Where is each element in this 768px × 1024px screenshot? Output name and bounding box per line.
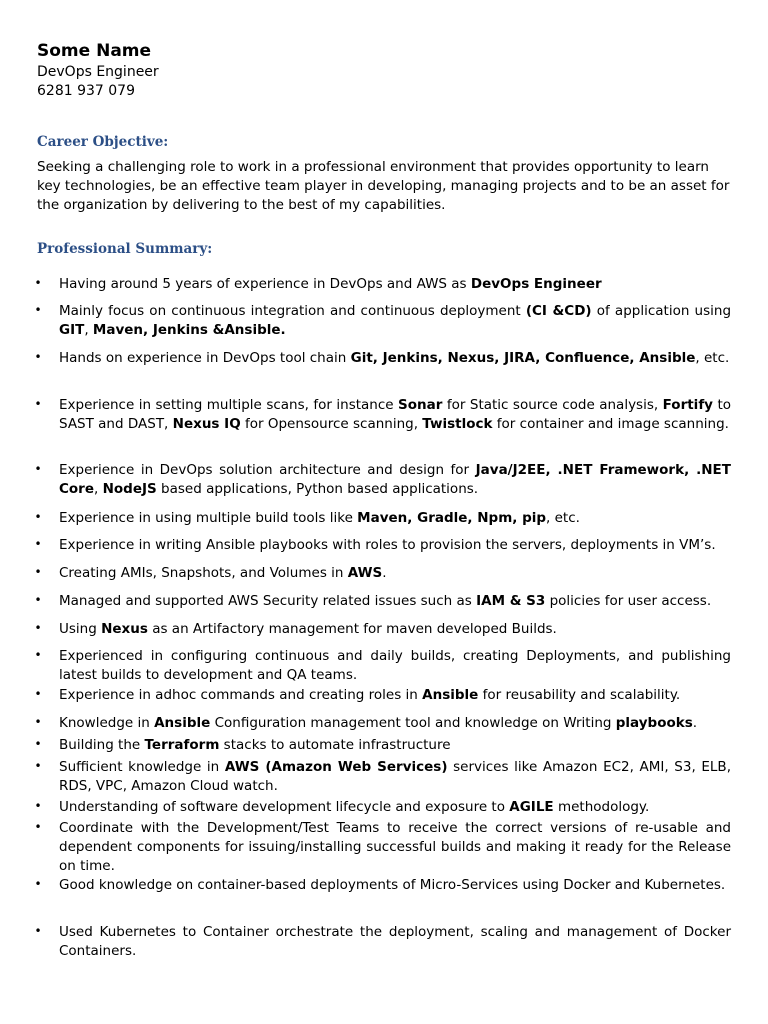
text-run: to SAST and DAST,: [59, 397, 732, 432]
summary-item-text: [59, 592, 731, 611]
bullet-icon: •: [34, 759, 42, 773]
bullet-icon: •: [34, 687, 42, 701]
bullet-icon: •: [34, 565, 42, 579]
bullet-icon: •: [34, 537, 42, 551]
bold-keyword: AWS: [347, 565, 383, 581]
bold-keyword: (CI &CD): [525, 303, 592, 319]
bullet-icon: •: [34, 350, 42, 364]
summary-item-text: [59, 302, 731, 340]
text-run: Mainly focus on continuous integration and continuous deployment: [59, 303, 526, 319]
text-run: based applications, Python based applications.: [156, 481, 479, 497]
text-run: Experience in adhoc commands and creating roles in: [59, 687, 423, 703]
bold-keyword: AWS (Amazon Web Services): [224, 759, 448, 775]
text-run: Experience in DevOps solution architecture and design for: [59, 462, 476, 478]
text-run: as an Artifactory management for maven developed Builds.: [147, 621, 557, 637]
bullet-icon: •: [34, 303, 42, 317]
text-run: Hands on experience in DevOps tool chain: [59, 350, 351, 366]
summary-item-text: [59, 819, 731, 876]
career-objective-heading: Career Objective:: [37, 134, 169, 150]
bold-keyword: DevOps Engineer: [470, 276, 602, 292]
bullet-icon: •: [34, 877, 42, 891]
bullet-icon: •: [34, 648, 42, 662]
text-run: Experience in writing Ansible playbooks with roles to provision the servers, deployments in VM’s.: [59, 537, 716, 553]
text-run: for container and image scanning.: [492, 416, 729, 432]
bold-keyword: Maven, Gradle, Npm, pip: [357, 510, 547, 526]
summary-item-text: [59, 758, 731, 796]
bold-keyword: playbooks: [615, 715, 693, 731]
text-run: methodology.: [553, 799, 650, 815]
text-run: Experienced in configuring continuous and daily builds, creating Deployments, and publishing latest builds to development and QA teams.: [59, 648, 731, 683]
summary-item-text: [59, 536, 731, 555]
bullet-icon: •: [34, 621, 42, 635]
text-run: Creating AMIs, Snapshots, and Volumes in: [59, 565, 348, 581]
text-run: Managed and supported AWS Security related issues such as: [59, 593, 477, 609]
bullet-icon: •: [34, 820, 42, 834]
summary-item-text: [59, 564, 731, 583]
text-run: services like Amazon EC2, AMI, S3, ELB, RDS, VPC, Amazon Cloud watch.: [59, 759, 731, 794]
summary-item-text: [59, 647, 731, 685]
bold-keyword: AGILE: [509, 799, 554, 815]
bold-keyword: Fortify: [662, 397, 713, 413]
summary-item-text: [59, 714, 731, 733]
bold-keyword: Terraform: [144, 737, 220, 753]
job-title: DevOps Engineer: [37, 64, 159, 80]
bold-keyword: Git, Jenkins, Nexus, JIRA, Confluence, Ansible: [350, 350, 696, 366]
summary-item-text: [59, 798, 731, 817]
bullet-icon: •: [34, 397, 42, 411]
text-run: Knowledge in: [59, 715, 155, 731]
candidate-name: Some Name: [37, 41, 152, 61]
summary-item-text: [59, 686, 731, 705]
bold-keyword: Twistlock: [422, 416, 493, 432]
summary-item-text: [59, 736, 731, 755]
text-run: .: [692, 715, 698, 731]
text-run: Having around 5 years of experience in DevOps and AWS as: [59, 276, 471, 292]
summary-item-text: [59, 396, 731, 434]
bold-keyword: Maven, Jenkins &Ansible.: [92, 322, 286, 338]
career-objective-text: Seeking a challenging role to work in a professional environment that provides opportunity to learn key technologies, be an effective team player in developing, managing projects and to be an asset for the organization by delivering to the best of my capabilities.: [37, 159, 730, 213]
summary-item-text: [59, 509, 731, 528]
summary-item-text: [59, 349, 731, 368]
summary-item-text: [59, 876, 731, 895]
text-run: ,: [94, 481, 103, 497]
text-run: Building the: [59, 737, 145, 753]
text-run: Sufficient knowledge in: [59, 759, 225, 775]
bold-keyword: Ansible: [154, 715, 211, 731]
text-run: Experience in setting multiple scans, for instance: [59, 397, 399, 413]
bold-keyword: NodeJS: [102, 481, 157, 497]
bullet-icon: •: [34, 924, 42, 938]
phone-number: 6281 937 079: [37, 83, 135, 99]
summary-item-text: [59, 923, 731, 961]
bullet-icon: •: [34, 276, 42, 290]
text-run: , etc.: [546, 510, 580, 526]
text-run: for Static source code analysis,: [442, 397, 663, 413]
bold-keyword: Ansible: [422, 687, 479, 703]
text-run: for Opensource scanning,: [240, 416, 423, 432]
bold-keyword: Java/J2EE, .NET Framework, .NET Core: [59, 462, 731, 497]
text-run: .: [382, 565, 387, 581]
professional-summary-heading: Professional Summary:: [37, 241, 213, 257]
summary-item-text: [59, 461, 731, 499]
bullet-icon: •: [34, 715, 42, 729]
text-run: Used Kubernetes to Container orchestrate the deployment, scaling and management of Docker Containers.: [59, 924, 731, 959]
text-run: of application using: [591, 303, 732, 319]
bullet-icon: •: [34, 593, 42, 607]
bullet-icon: •: [34, 737, 42, 751]
text-run: for reusability and scalability.: [478, 687, 681, 703]
bold-keyword: Sonar: [398, 397, 443, 413]
bold-keyword: IAM & S3: [476, 593, 546, 609]
text-run: policies for user access.: [545, 593, 712, 609]
summary-item-text: [59, 620, 731, 639]
text-run: stacks to automate infrastructure: [219, 737, 451, 753]
bold-keyword: Nexus IQ: [172, 416, 241, 432]
text-run: ,: [84, 322, 93, 338]
bullet-icon: •: [34, 510, 42, 524]
bullet-icon: •: [34, 462, 42, 476]
text-run: Configuration management tool and knowledge on Writing: [210, 715, 616, 731]
text-run: Using: [59, 621, 102, 637]
bold-keyword: GIT: [59, 322, 85, 338]
summary-item-text: [59, 275, 731, 294]
bullet-icon: •: [34, 799, 42, 813]
text-run: , etc.: [695, 350, 730, 366]
text-run: Good knowledge on container-based deployments of Micro-Services using Docker and Kubernetes.: [59, 877, 726, 893]
text-run: Coordinate with the Development/Test Teams to receive the correct versions of re-usable and dependent components for issuing/installing successful builds and making it ready for the Release on time.: [59, 820, 731, 874]
bold-keyword: Nexus: [101, 621, 148, 637]
text-run: Experience in using multiple build tools like: [59, 510, 358, 526]
text-run: Understanding of software development lifecycle and exposure to: [59, 799, 510, 815]
